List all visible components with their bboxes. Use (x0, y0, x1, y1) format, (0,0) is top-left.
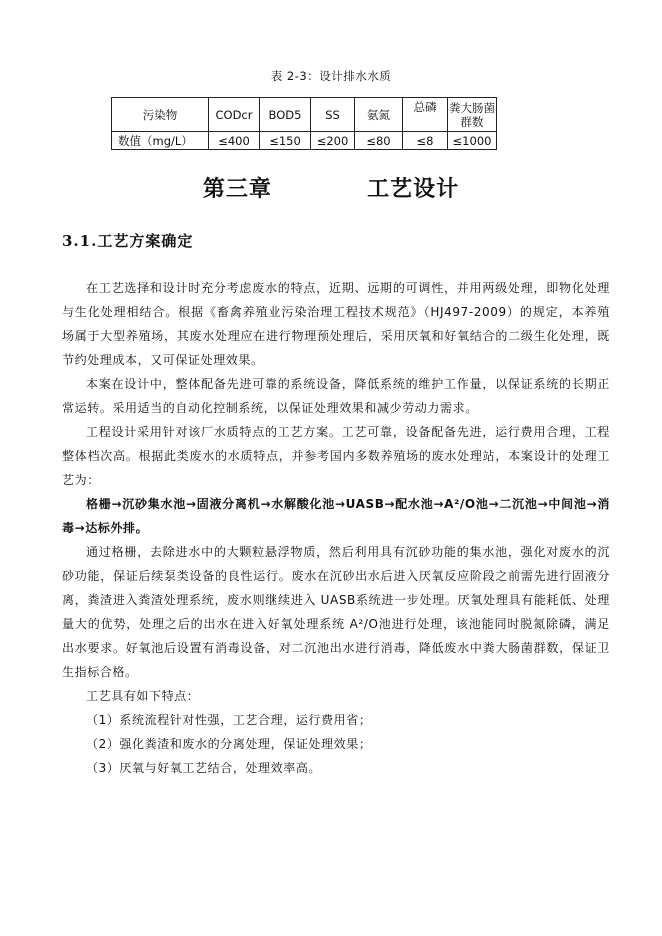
chapter-title: 工艺设计 (367, 176, 460, 202)
chapter-number: 第三章 (202, 176, 272, 202)
table-header-cell: SS (311, 98, 355, 132)
table-header-cell: 氨氮 (355, 98, 403, 132)
paragraph: 工程设计采用针对该厂水质特点的工艺方案。工艺可靠，设备配备先进，运行费用合理，工程整体档次高。根据此类废水的水质特点，并参考国内多数养殖场的废水处理站，本案设计的处理工艺为： (62, 425, 610, 487)
table-cell: ≤8 (403, 132, 448, 150)
feature-item: （1）系统流程针对性强，工艺合理，运行费用省； (86, 713, 372, 727)
table-cell: ≤1000 (448, 132, 497, 150)
table-header-cell: 污染物 (112, 98, 209, 132)
paragraph: 在工艺选择和设计时充分考虑废水的特点，近期、远期的可调性，并用两级处理，即物化处理与生化处理相结合。根据《畜禽养殖业污染治理工程技术规范》（HJ497-2009）的规定，本养殖场属于大型养殖场，其废水处理应在进行物理预处理后，采用厌氧和好氧结合的二级生化处理，既节约处理成本，又可保证处理效果。 (62, 281, 610, 367)
paragraph: 本案在设计中，整体配备先进可靠的系统设备，降低系统的维护工作量，以保证系统的长期正常运转。采用适当的自动化控制系统，以保证处理效果和减少劳动力需求。 (62, 377, 610, 415)
body-text (62, 276, 610, 780)
section-heading: 3.1.工艺方案确定 (62, 232, 194, 250)
table-header-row (112, 98, 497, 132)
table-cell: ≤400 (209, 132, 260, 150)
water-quality-table (111, 97, 497, 150)
table-caption: 表 2-3：设计排水水质 (270, 69, 392, 83)
feature-item: （2）强化粪渣和废水的分离处理，保证处理效果； (86, 737, 372, 751)
chapter-heading (0, 172, 662, 203)
table-header-cell: CODcr (209, 98, 260, 132)
paragraph: 通过格栅，去除进水中的大颗粒悬浮物质，然后利用具有沉砂功能的集水池，强化对废水的沉砂功能，保证后续泵类设备的良性运行。废水在沉砂出水后进入厌氧反应阶段之前需先进行固液分离，粪渣进入粪渣处理系统，废水则继续进入 UASB系统进一步处理。厌氧处理具有能耗低、处理量大的优势，处理之后的出水在进入好氧处理系统 A²/O池进行处理，该池能同时脱氮除磷，满足出水要求。好氧池后设置有消毒设备，对二沉池出水进行消毒，降低废水中粪大肠菌群数，保证卫生指标合格。 (62, 545, 610, 679)
table-cell: ≤150 (260, 132, 311, 150)
table-cell: ≤200 (311, 132, 355, 150)
table-cell: ≤80 (355, 132, 403, 150)
row-label: 数值（mg/L） (112, 132, 209, 150)
table-row (112, 132, 497, 150)
table-header-cell: 总磷 (403, 98, 448, 132)
process-flow: 格栅→沉砂集水池→固液分离机→水解酸化池→UASB→配水池→A²/O池→二沉池→中间池→消毒→达标外排。 (62, 497, 610, 535)
paragraph: 工艺具有如下特点： (86, 689, 200, 703)
table-header-cell: BOD5 (260, 98, 311, 132)
feature-item: （3）厌氧与好氧工艺结合，处理效率高。 (86, 761, 322, 775)
table-header-cell: 粪大肠菌群数 (448, 98, 497, 132)
